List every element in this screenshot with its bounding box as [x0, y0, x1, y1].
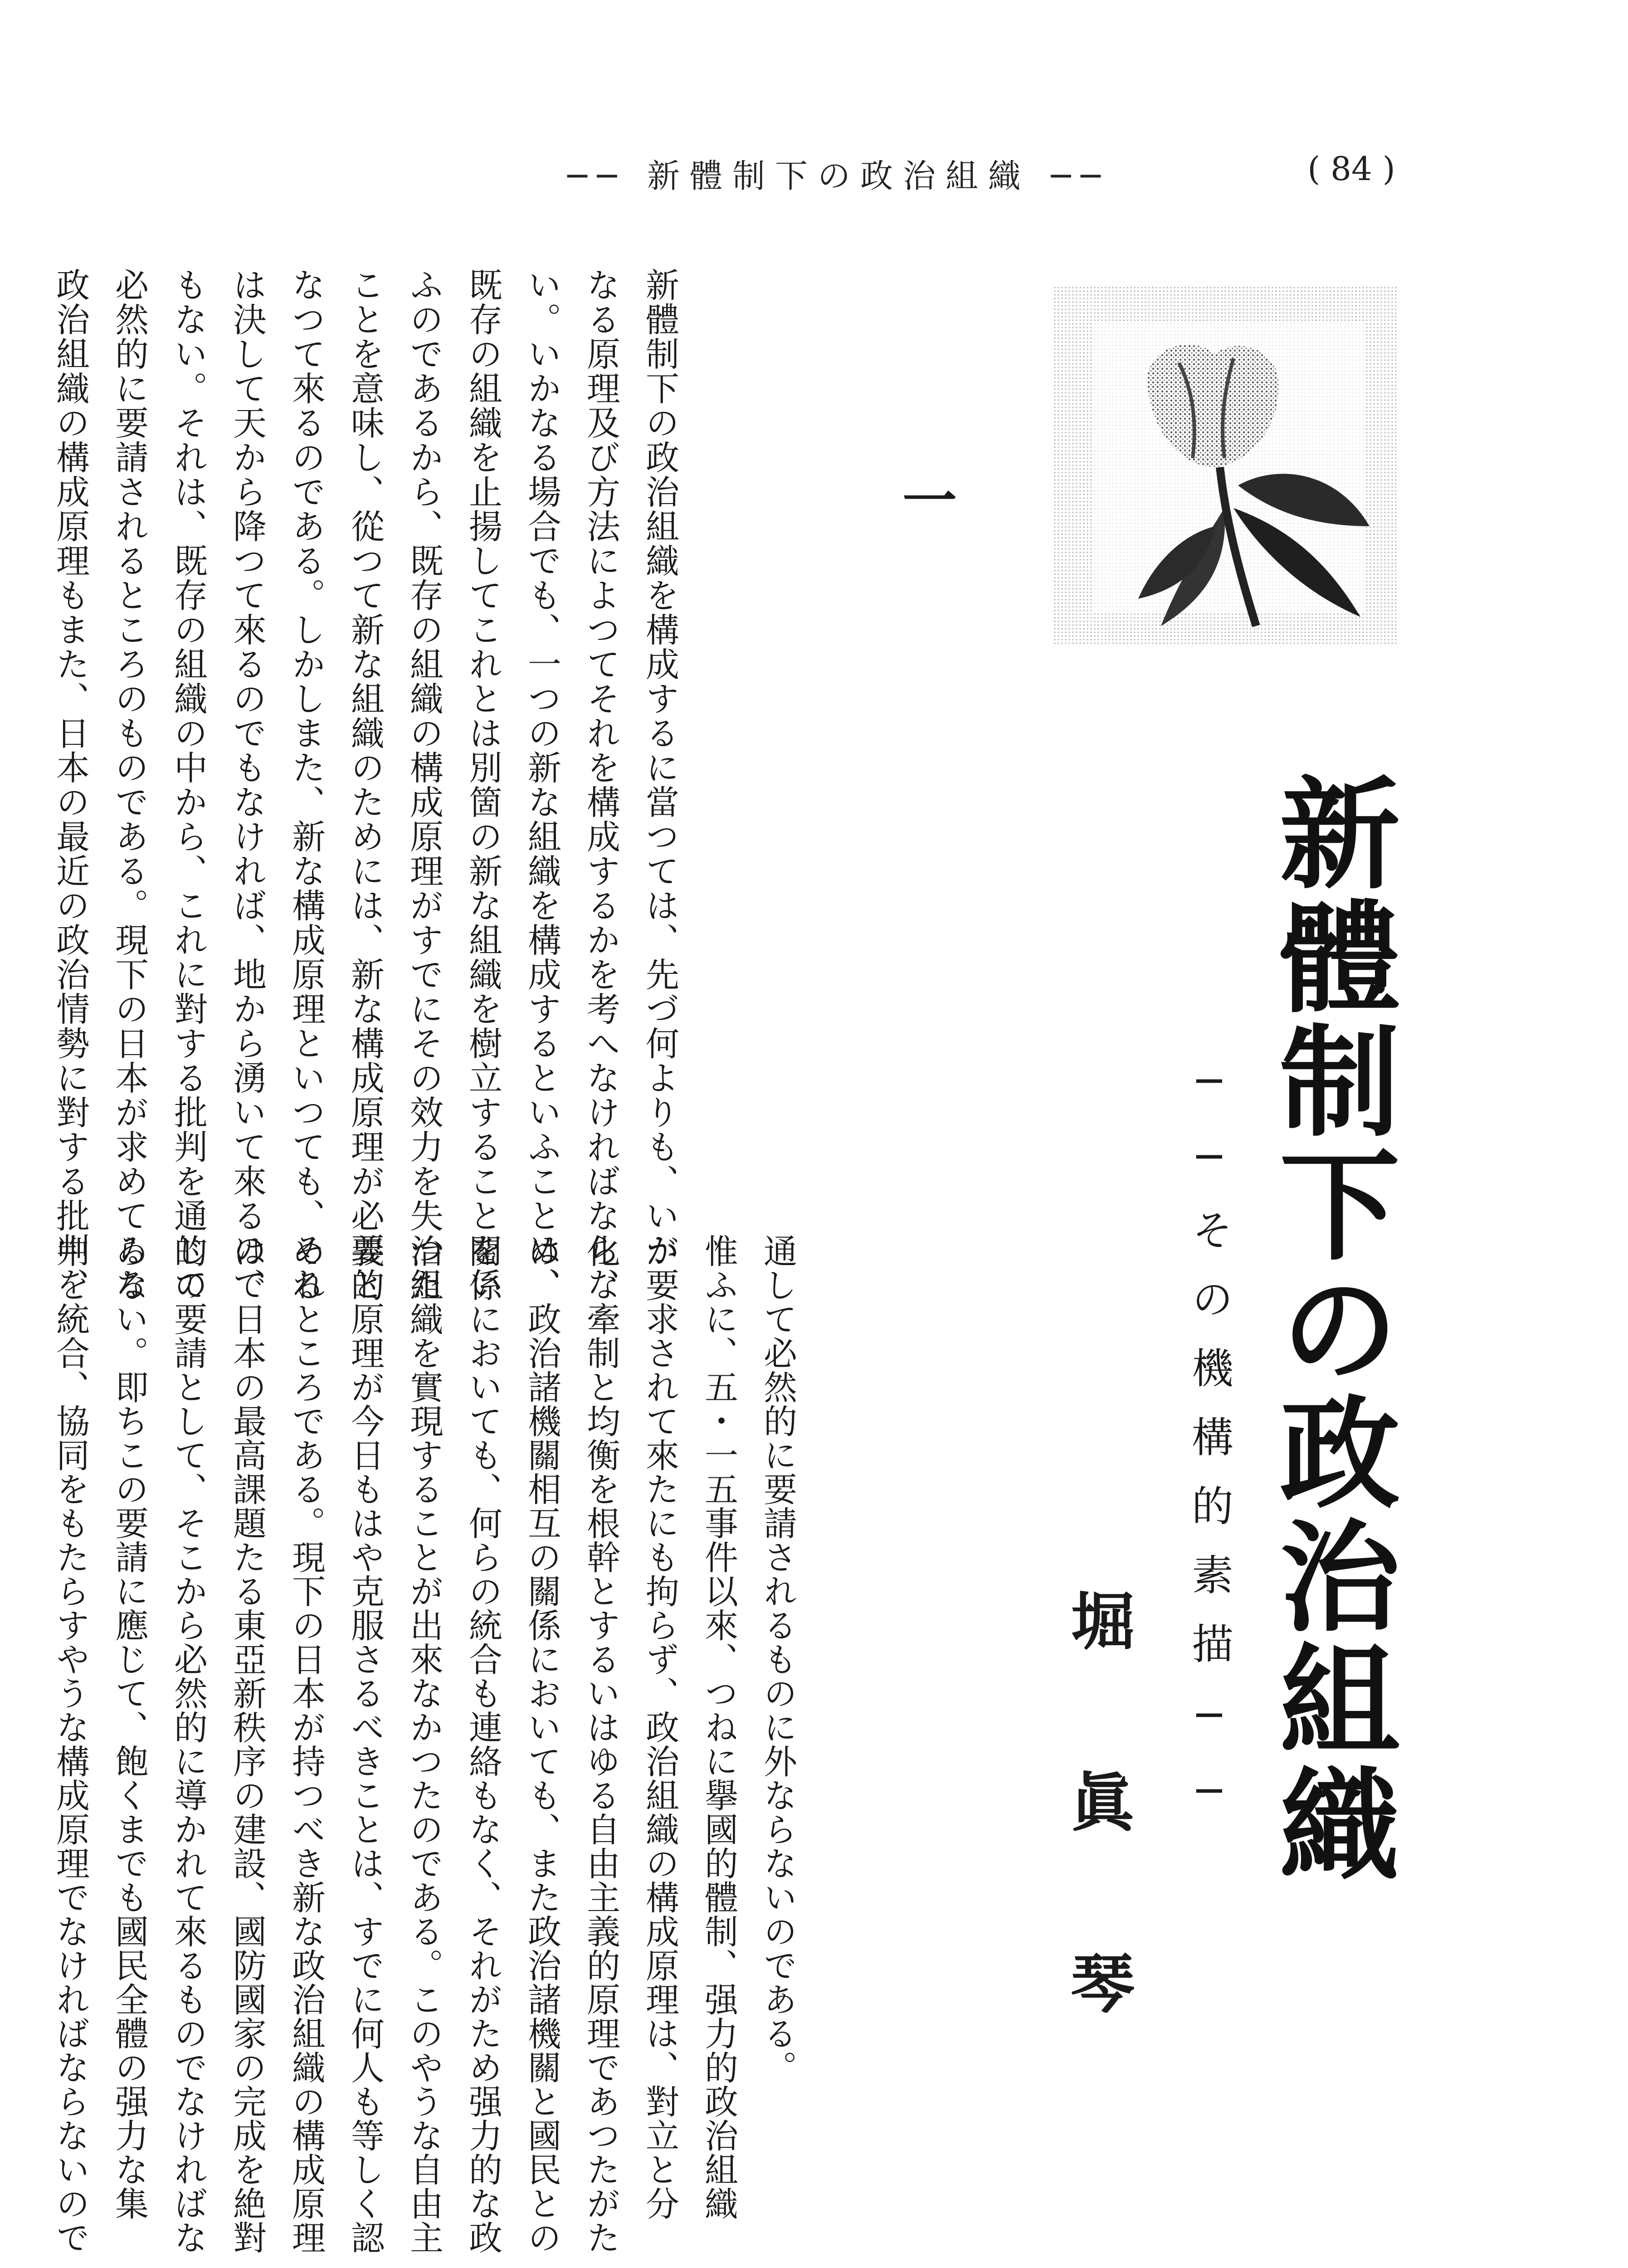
tulip-flower-icon [1043, 272, 1406, 662]
section-number: 一 [893, 472, 957, 526]
body-text-bottom [51, 1234, 925, 2254]
body-text-top [51, 268, 807, 1302]
paragraph: 通して必然的に要請されるものに外ならないのである。 惟ふに、五・一五事件以來、つねに擧國的體制、强力的政治組織 が要求されて來たにも拘らず、政治組織の構成原理は、對立と分 化、牽制と均衡を根幹とするいはゆる自由主義的原理であつたがた め、政治諸機關相互の關係においても、また政治諸機關と國民との 關係においても、何らの統合も連絡もなく、それがため强力的な政 治組織を實現することが出來なかつたのである。このやうな自由主 義的原理が今日もはや克服さるべきことは、すでに何人も等しく認 めるところである。現下の日本が持つべき新な政治組織の構成原理 は、日本の最高課題たる東亞新秩序の建設、國防國家の完成を絶對 的の要請として、そこから必然的に導かれて來るものでなければな らない。即ちこの要請に應じて、飽くまでも國民全體の强力な集 中、統合、協同をもたらすやうな構成原理でなければならないので [51, 1234, 797, 2254]
page-number: ( 84 ) [1307, 150, 1395, 188]
paragraph: 新體制下の政治組織を構成するに當つては、先づ何よりも、いか なる原理及び方法によつてそれを構成するかを考へなければならな い。いかなる場合でも、一つの新な組織を構成するといふことは、 既存の組織を止揚してこれとは別箇の新な組織を樹立することをい ふのであるから、既存の組織の構成原理がすでにその效力を失つた ことを意味し、從つて新な組織のためには、新な構成原理が必要と なつて來るのである。しかしまた、新な構成原理といつても、それ は決して天から降つて來るのでもなければ、地から湧いて來るので もない。それは、既存の組織の中から、これに對する批判を通じて 必然的に要請されるところのものである。現下の日本が求めてゐる 政治組織の構成原理もまた、日本の最近の政治情勢に對する批判を [51, 268, 679, 1302]
running-head: ── 新體制下の政治組織 ── [567, 157, 1111, 195]
author-name: 堀眞琴 [1060, 1588, 1135, 2132]
article-title: 新體制下の政治組織 [1259, 771, 1400, 1886]
article-subtitle: ──その機構的素描── [1185, 1057, 1233, 1843]
